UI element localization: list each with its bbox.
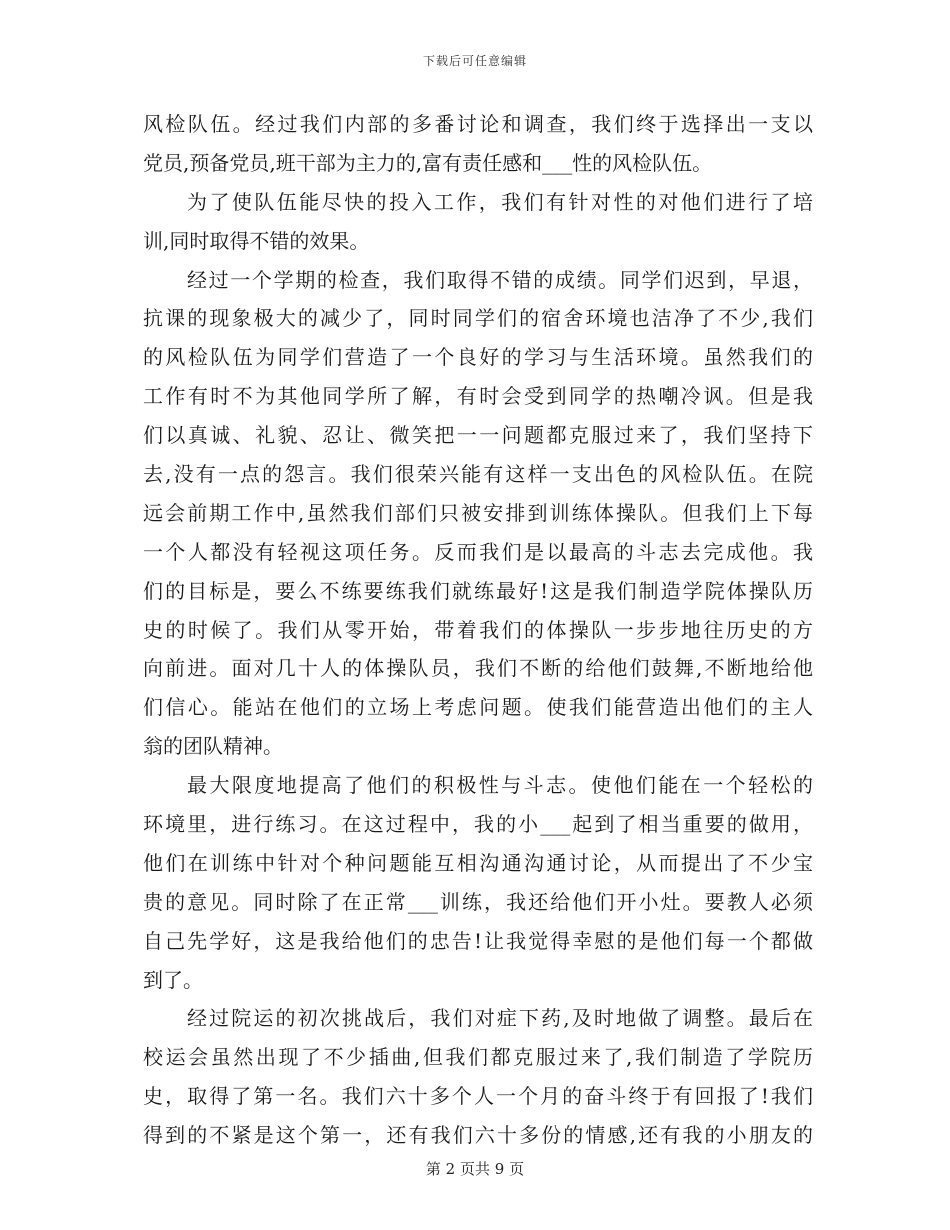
body-line: 得到的不紧是这个第一，还有我们六十多份的情感,还有我的小朋友的 [143,1123,813,1148]
paragraph-start-line: 经过院运的初次挑战后，我们对症下药,及时地做了调整。最后在 [187,1006,813,1031]
body-line: 史，取得了第一名。我们六十多个人一个月的奋斗终于有回报了!我们 [143,1084,813,1109]
body-line: 校运会虽然出现了不少插曲,但我们都克服过来了,我们制造了学院历 [143,1045,813,1070]
paragraph-start-line: 为了使队伍能尽快的投入工作，我们有针对性的对他们进行了培 [187,189,813,214]
body-line: 的风检队伍为同学们营造了一个良好的学习与生活环境。虽然我们的 [143,345,813,370]
body-line: 远会前期工作中,虽然我们部们只被安排到训练体操队。但我们上下每 [143,500,813,525]
body-line: 一个人都没有轻视这项任务。反而我们是以最高的斗志去完成他。我 [143,539,813,564]
body-line: 去,没有一点的怨言。我们很荣兴能有这样一支出色的风检队伍。在院 [143,462,813,487]
paragraph-start-line: 经过一个学期的检查，我们取得不错的成绩。同学们迟到，早退， [187,267,813,292]
body-line: 环境里，进行练习。在这过程中，我的小___起到了相当重要的做用， [143,812,813,837]
body-line: 自己先学好，这是我给他们的忠告!让我觉得幸慰的是他们每一个都做 [143,928,813,953]
body-line: 们的目标是，要么不练要练我们就练最好!这是我们制造学院体操队历 [143,578,813,603]
body-line: 风检队伍。经过我们内部的多番讨论和调查，我们终于选择出一支以 [143,112,813,136]
body-line: 工作有时不为其他同学所了解，有时会受到同学的热嘲冷讽。但是我 [143,384,813,409]
body-line: 翁的团队精神。 [143,734,283,759]
page-header: 下载后可任意编辑 [422,54,527,68]
body-line: 他们在训练中针对个种问题能互相沟通沟通讨论，从而提出了不少宝 [143,850,813,875]
body-line: 抗课的现象极大的减少了，同时同学们的宿舍环境也洁净了不少,我们 [143,306,813,331]
body-line: 们信心。能站在他们的立场上考虑问题。使我们能营造出他们的主人 [143,695,813,720]
body-line: 贵的意见。同时除了在正常___训练，我还给他们开小灶。要教人必须 [143,889,813,914]
body-line: 向前进。面对几十人的体操队员，我们不断的给他们鼓舞,不断地给他 [143,656,813,681]
document-body [143,105,813,1155]
body-line: 训,同时取得不错的效果。 [143,228,370,253]
body-line: 到了。 [143,967,203,992]
body-line: 党员,预备党员,班干部为主力的,富有责任感和___性的风检队伍。 [143,150,713,175]
page-number-footer: 第 2 页共 9 页 [425,1160,525,1178]
body-line: 史的时候了。我们从零开始，带着我们的体操队一步步地往历史的方 [143,617,813,642]
body-line: 们以真诚、礼貌、忍让、微笑把一一问题都克服过来了，我们坚持下 [143,423,813,448]
paragraph-start-line: 最大限度地提高了他们的积极性与斗志。使他们能在一个轻松的 [187,773,813,798]
